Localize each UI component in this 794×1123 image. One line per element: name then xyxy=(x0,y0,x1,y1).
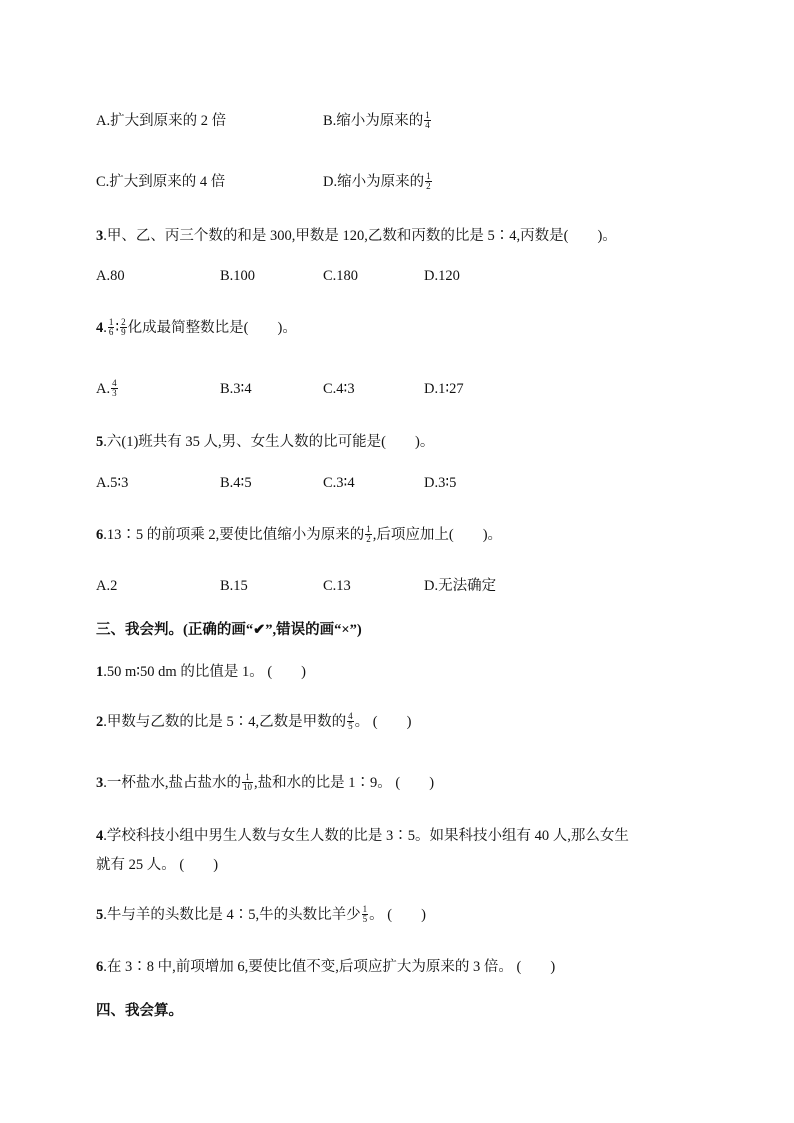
question-number: 6 xyxy=(96,959,104,975)
question-6 xyxy=(96,525,502,545)
question-text-after: ,后项应加上( )。 xyxy=(372,527,503,543)
denominator: 4 xyxy=(425,120,430,131)
question-number: 6 xyxy=(96,527,104,543)
option-c: C.扩大到原来的 4 倍 xyxy=(96,174,226,190)
option-d: D.120 xyxy=(424,268,460,284)
question-text: .学校科技小组中男生人数与女生人数的比是 3∶5。如果科技小组有 40 人,那么女生 xyxy=(103,828,629,844)
option-d: D.3∶5 xyxy=(424,475,457,491)
fraction xyxy=(120,318,127,337)
fraction xyxy=(425,172,432,191)
question-number: 3 xyxy=(96,228,104,244)
option-b: B.4∶5 xyxy=(220,475,252,491)
option-a: A.5∶3 xyxy=(96,475,129,491)
question-number: 4 xyxy=(96,320,104,336)
numerator: 1 xyxy=(425,110,430,121)
option-c: C.180 xyxy=(323,268,359,284)
question-5 xyxy=(96,432,434,452)
numerator: 2 xyxy=(121,317,126,328)
fraction xyxy=(347,712,354,731)
judge-item-6 xyxy=(96,957,555,977)
numerator: 4 xyxy=(348,711,353,722)
question-text: .牛与羊的头数比是 4∶5,牛的头数比羊少 xyxy=(103,907,361,923)
option-c: C.13 xyxy=(323,578,351,594)
option-b: B.3∶4 xyxy=(220,381,252,397)
denominator: 5 xyxy=(348,721,353,732)
numerator: 4 xyxy=(112,378,117,389)
question-number: 5 xyxy=(96,907,104,923)
question-text-after: 。 ( ) xyxy=(354,714,412,730)
numerator: 1 xyxy=(366,524,371,535)
option-b: B.15 xyxy=(220,578,248,594)
fraction xyxy=(242,773,253,792)
denominator: 5 xyxy=(362,914,368,925)
question-text: .甲、乙、丙三个数的和是 300,甲数是 120,乙数和丙数的比是 5∶4,丙数是( )。 xyxy=(103,228,617,244)
fraction xyxy=(365,525,372,544)
question-text-after: 。 ( ) xyxy=(369,907,426,923)
judge-item-2 xyxy=(96,712,411,732)
question-number: 3 xyxy=(96,775,104,791)
question-text: .13∶5 的前项乘 2,要使比值缩小为原来的 xyxy=(103,527,365,543)
fraction xyxy=(108,318,115,337)
question-text: .六(1)班共有 35 人,男、女生人数的比可能是( )。 xyxy=(103,434,435,450)
question-4: 4. $\frac{1}{6}$ ∶ $\frac{2}{9}$ 化成最简整数比是( )。 xyxy=(96,317,297,338)
option-c: C.4∶3 xyxy=(323,381,355,397)
option-b-text: B.缩小为原来的 xyxy=(323,113,424,129)
question-text: .50 m∶50 dm 的比值是 1。 ( ) xyxy=(103,664,306,680)
question-number: 1 xyxy=(96,664,104,680)
numerator: 1 xyxy=(242,773,253,783)
section-heading-4: 四、我会算。 xyxy=(96,1003,183,1019)
option-a: A.扩大到原来的 2 倍 xyxy=(96,113,227,129)
option-c: C.3∶4 xyxy=(323,475,355,491)
judge-item-3 xyxy=(96,773,434,793)
question-text: 化成最简整数比是( )。 xyxy=(127,320,297,336)
question-number: 4 xyxy=(96,828,104,844)
numerator: 1 xyxy=(362,904,368,915)
option-d-text: D.缩小为原来的 xyxy=(323,174,425,190)
question-text: .甲数与乙数的比是 5∶4,乙数是甲数的 xyxy=(103,714,347,730)
option-a: A.80 xyxy=(96,268,125,284)
option-d: D.无法确定 xyxy=(424,578,497,594)
denominator: 3 xyxy=(112,388,117,399)
ratio-colon: ∶ xyxy=(115,320,120,336)
judge-item-5 xyxy=(96,905,426,925)
option-a-text: A. xyxy=(96,381,111,397)
numerator: 1 xyxy=(108,317,114,328)
denominator: 2 xyxy=(366,534,371,545)
judge-item-4-line-2: 就有 25 人。 ( ) xyxy=(96,857,219,873)
denominator: 9 xyxy=(121,327,126,338)
option-b: B.100 xyxy=(220,268,256,284)
option-a xyxy=(96,379,119,399)
question-text: .在 3∶8 中,前项增加 6,要使比值不变,后项应扩大为原来的 3 倍。 ( ) xyxy=(103,959,556,975)
judge-item-1 xyxy=(96,662,306,682)
option-d xyxy=(323,172,433,192)
judge-item-4 xyxy=(96,826,629,846)
fraction xyxy=(424,111,431,130)
option-d: D.1∶27 xyxy=(424,381,464,397)
denominator: 10 xyxy=(243,782,252,793)
section-heading-3: 三、我会判。(正确的画“✔”,错误的画“×”) xyxy=(96,622,362,638)
question-text-after: ,盐和水的比是 1∶9。 ( ) xyxy=(254,775,435,791)
question-text: .一杯盐水,盐占盐水的 xyxy=(103,775,241,791)
denominator: 2 xyxy=(426,181,431,192)
fraction xyxy=(362,905,369,924)
denominator: 6 xyxy=(108,327,114,338)
question-3 xyxy=(96,226,617,246)
option-a: A.2 xyxy=(96,578,118,594)
question-number: 2 xyxy=(96,714,104,730)
question-number: 5 xyxy=(96,434,104,450)
option-b xyxy=(323,111,432,131)
numerator: 1 xyxy=(426,171,431,182)
fraction xyxy=(111,379,118,398)
